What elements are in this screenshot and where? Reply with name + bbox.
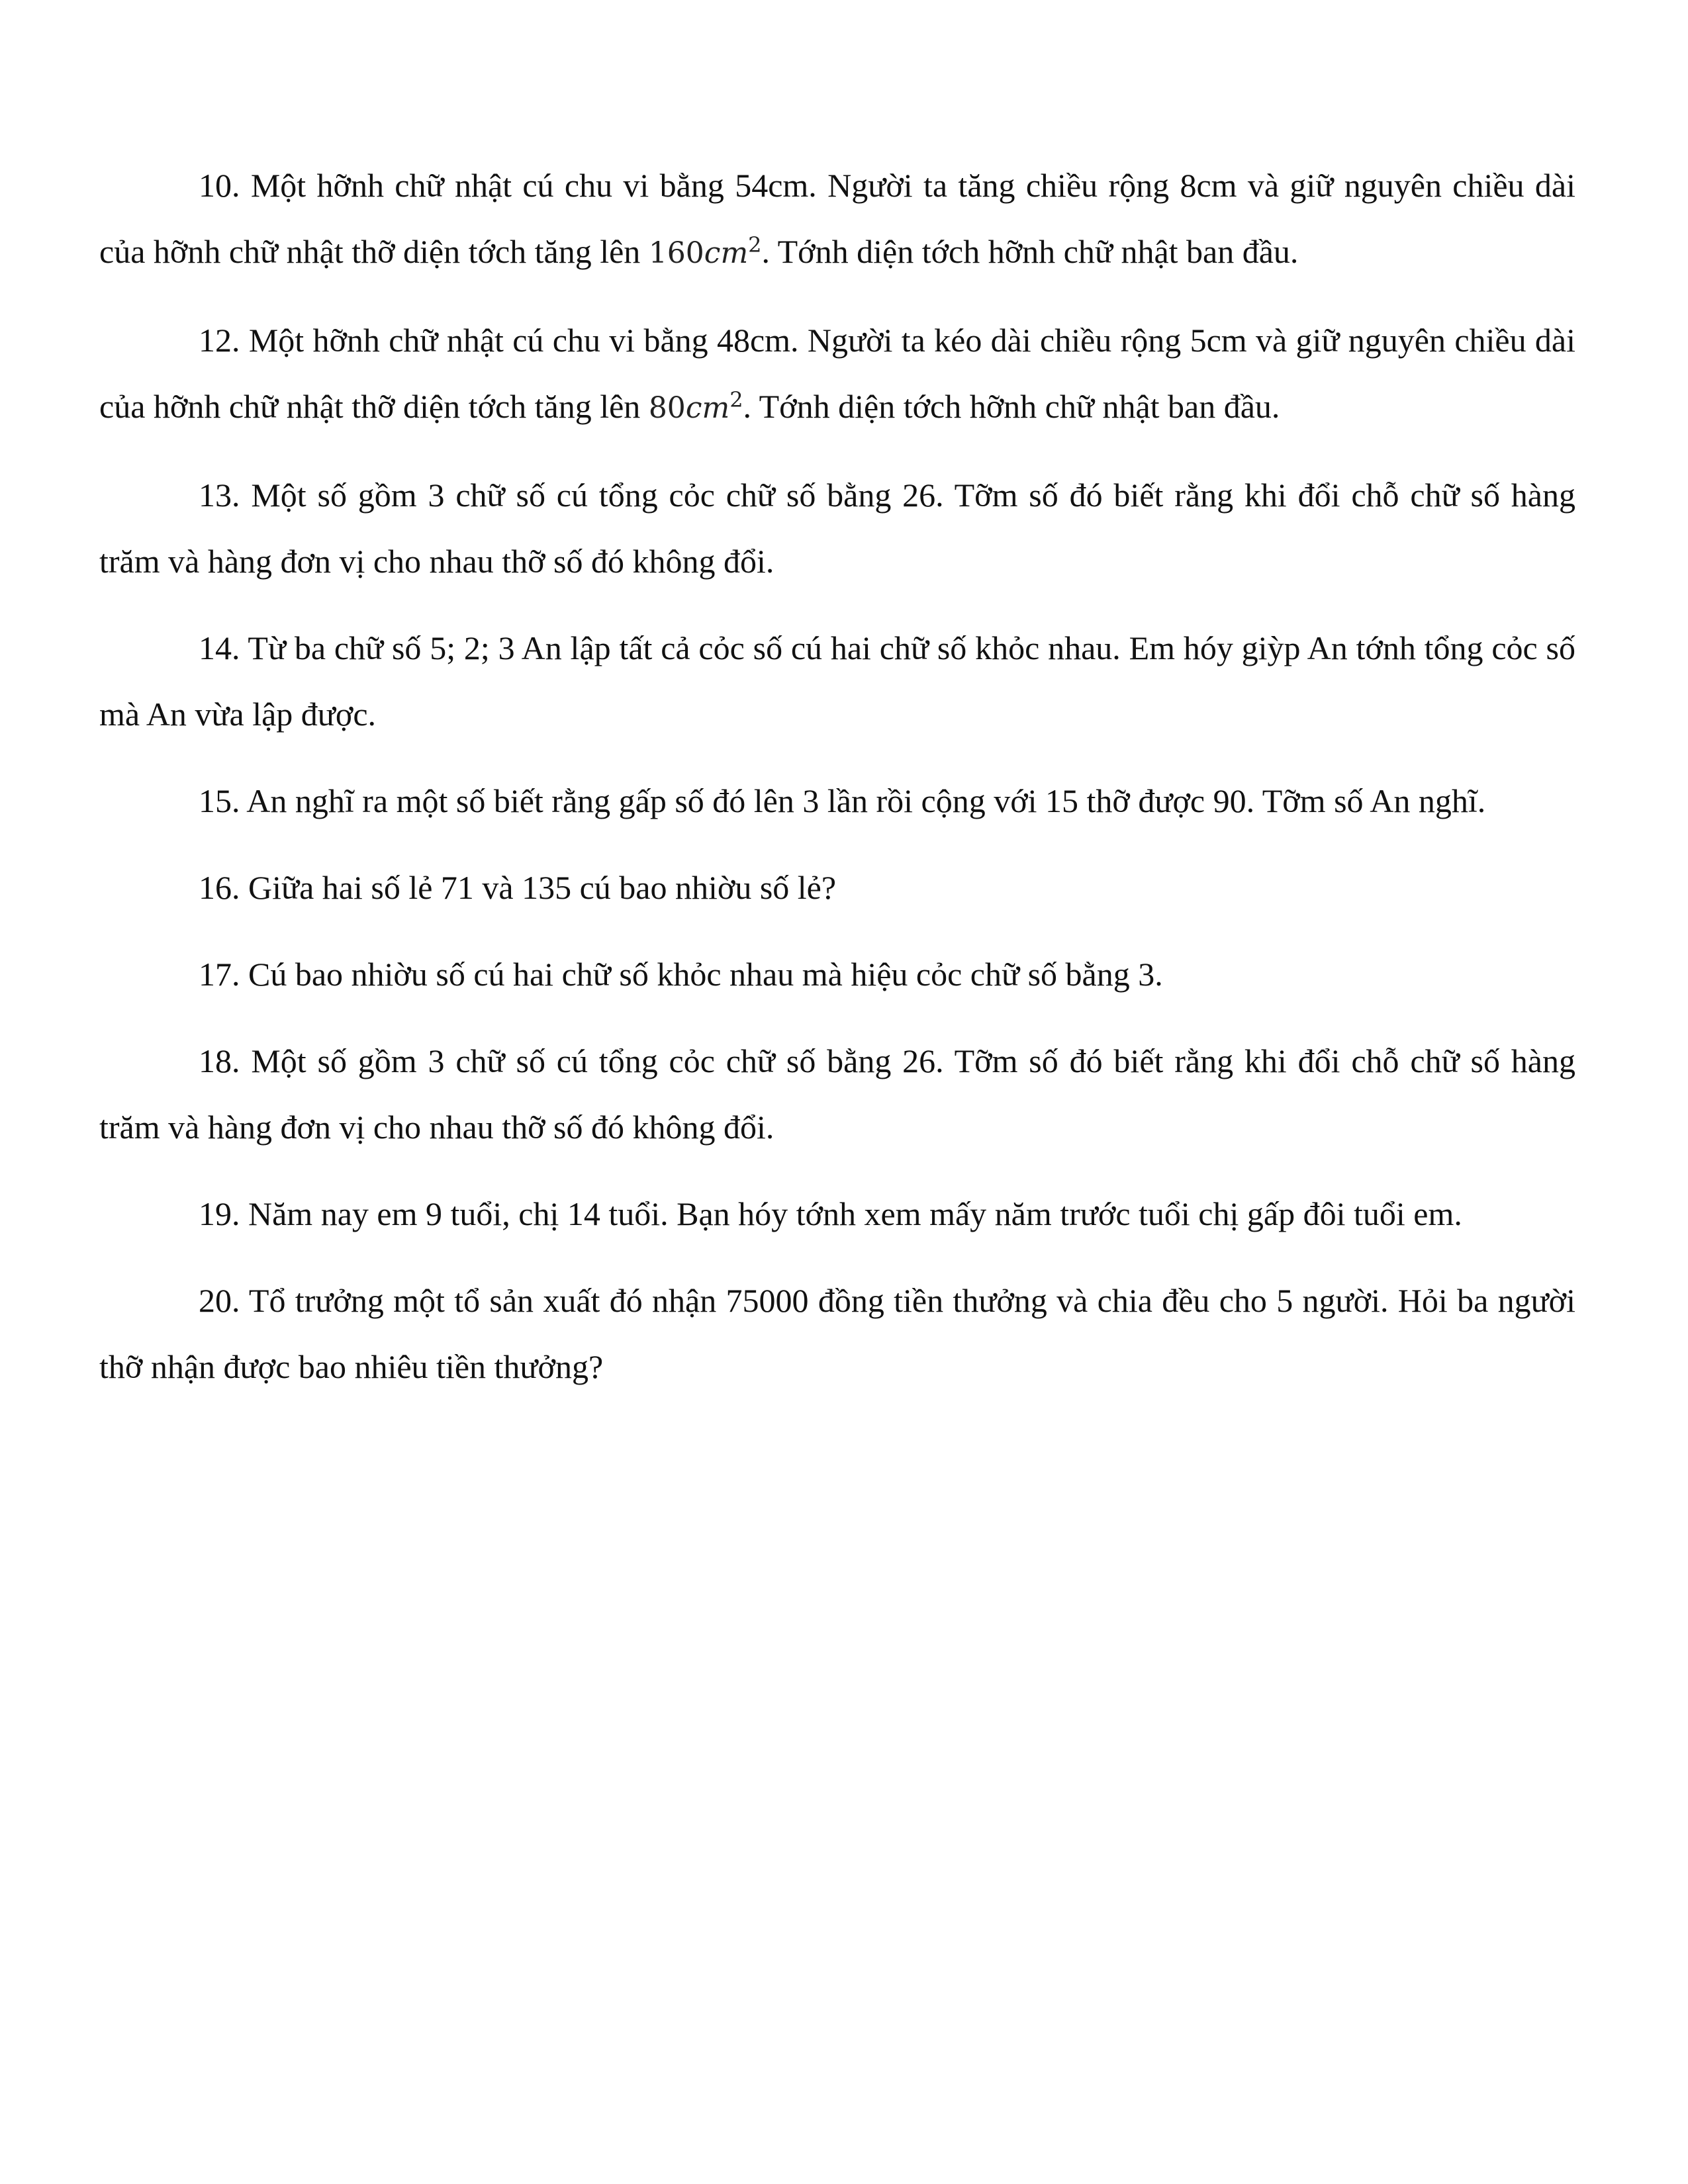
problem-18: 18. Một số gồm 3 chữ số cú tổng cỏc chữ số bằng 26. Tỡm số đó biết rằng khi đổi chỗ chữ số hàng trăm và hàng đơn vị cho nhau thỡ số đó không đổi. (99, 1042, 1575, 1146)
area-increase-expression (648, 387, 743, 425)
problem-14: 14. Từ ba chữ số 5; 2; 3 An lập tất cả cỏc số cú hai chữ số khỏc nhau. Em hóy giỳp An tớnh tổng cỏc số mà An vừa lập được. (99, 629, 1575, 733)
area-increase-expression (648, 232, 762, 270)
problem-15: 15. An nghĩ ra một số biết rằng gấp số đó lên 3 lần rồi cộng với 15 thỡ được 90. Tỡm số An nghĩ. (199, 782, 1486, 819)
problem-10-text-start: 10. Một hỡnh chữ nhật cú chu vi bằng 54cm. Người ta tăng chiều rộng 8cm và giữ nguyên chiều dài của hỡnh chữ nhật thỡ diện tớch tăng lên (99, 167, 1575, 270)
problem-12 (99, 307, 1575, 441)
area-unit: cm (704, 236, 749, 270)
problem-13: 13. Một số gồm 3 chữ số cú tổng cỏc chữ số bằng 26. Tỡm số đó biết rằng khi đổi chỗ chữ số hàng trăm và hàng đơn vị cho nhau thỡ số đó không đổi. (99, 477, 1575, 580)
area-unit-exponent: 2 (729, 387, 743, 412)
problem-10-text-end: . Tớnh diện tớch hỡnh chữ nhật ban đầu. (761, 233, 1299, 270)
worksheet-page (99, 152, 1575, 1420)
area-unit-exponent: 2 (748, 232, 762, 257)
problem-20: 20. Tổ trưởng một tổ sản xuất đó nhận 75000 đồng tiền thưởng và chia đều cho 5 người. Hỏi ba người thỡ nhận được bao nhiêu tiền thưởng? (99, 1282, 1575, 1385)
area-increase-value: 160 (648, 236, 704, 270)
problem-10 (99, 152, 1575, 287)
problem-17: 17. Cú bao nhiờu số cú hai chữ số khỏc nhau mà hiệu cỏc chữ số bằng 3. (199, 956, 1163, 993)
problem-12-text-start: 12. Một hỡnh chữ nhật cú chu vi bằng 48cm. Người ta kéo dài chiều rộng 5cm và giữ nguyên chiều dài của hỡnh chữ nhật thỡ diện tớch tăng lên (99, 322, 1575, 425)
area-increase-value: 80 (648, 391, 686, 425)
area-unit: cm (685, 391, 730, 425)
problem-16: 16. Giữa hai số lẻ 71 và 135 cú bao nhiờu số lẻ? (199, 869, 837, 906)
problem-19: 19. Năm nay em 9 tuổi, chị 14 tuổi. Bạn hóy tớnh xem mấy năm trước tuổi chị gấp đôi tuổi em. (199, 1195, 1462, 1232)
problem-12-text-end: . Tớnh diện tớch hỡnh chữ nhật ban đầu. (743, 388, 1280, 425)
